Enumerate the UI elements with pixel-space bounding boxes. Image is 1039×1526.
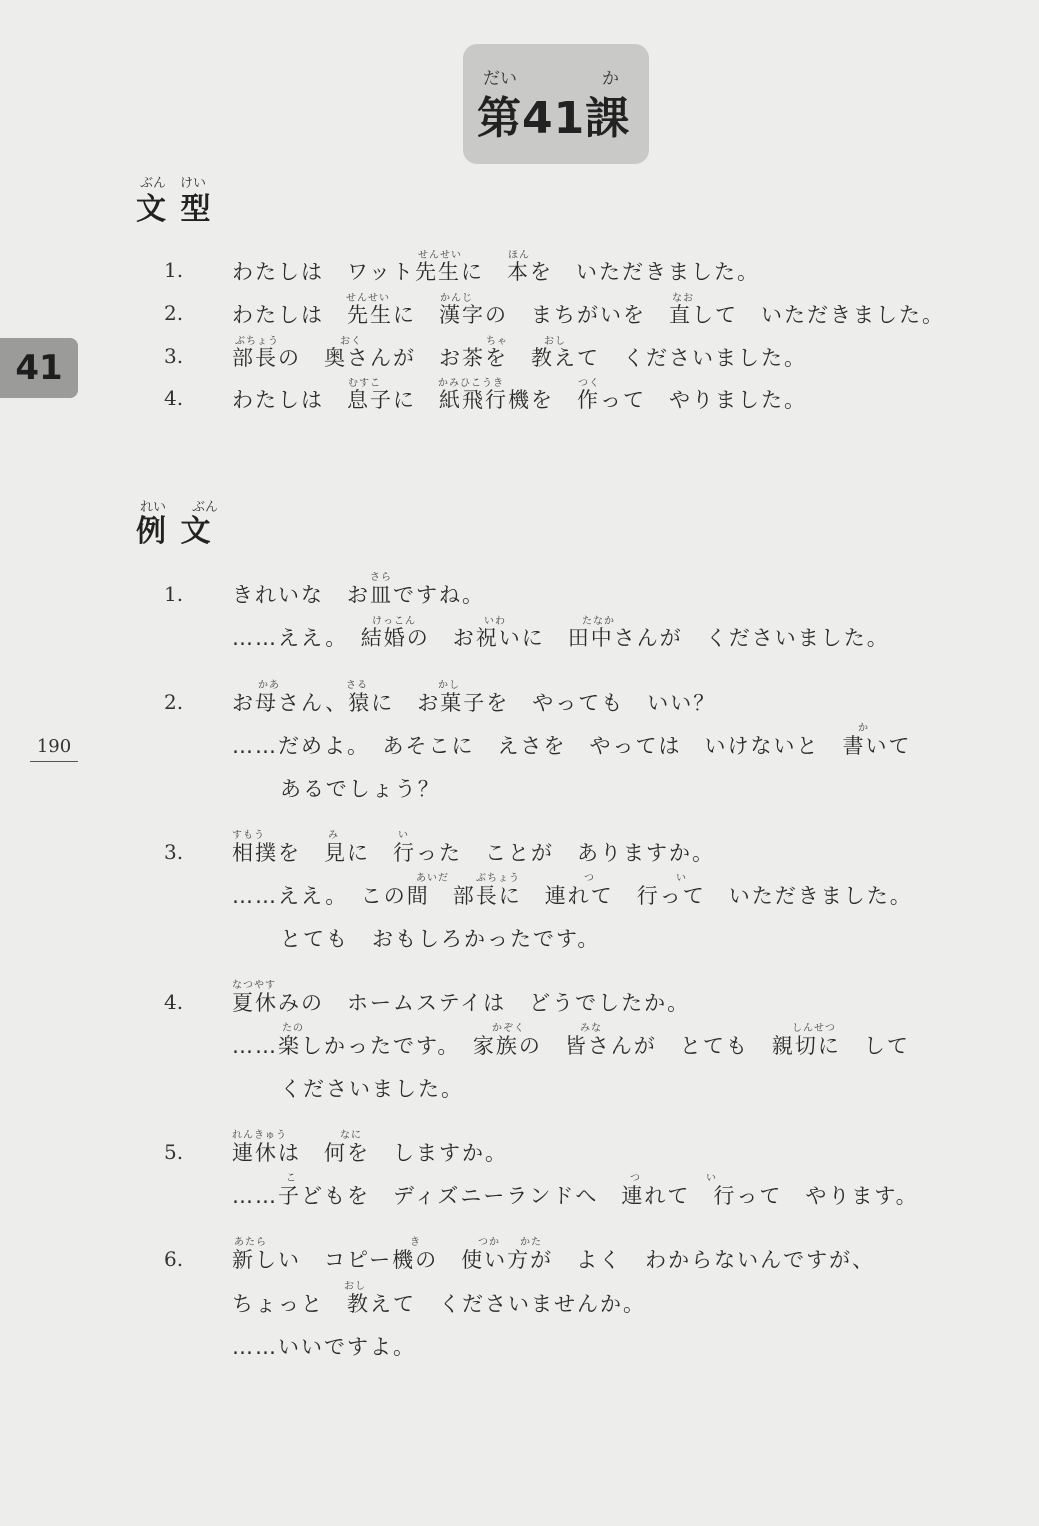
ruby: あいだ — [416, 873, 449, 884]
bunkei-ruby-1: ぶん — [140, 176, 167, 191]
ruby: なに — [340, 1130, 362, 1141]
reibun-line: ……ええ。 結婚の お祝いに 田中さんが くださいました。 — [232, 626, 890, 650]
bunkei-number: 2. — [164, 301, 184, 325]
reibun-number: 6. — [164, 1247, 184, 1271]
lesson-ruby-dai: だい — [483, 69, 517, 89]
reibun-line: ……子どもを ディズニーランドへ 連れて 行って やります。 — [232, 1184, 919, 1208]
page-number: 190 — [30, 736, 78, 762]
reibun-line: あるでしょう？ — [280, 777, 441, 801]
ruby: こ — [286, 1173, 297, 1184]
ruby: みな — [580, 1023, 602, 1034]
reibun-line: 新しい コピー機の 使い方が よく わからないんですが、 — [232, 1248, 876, 1272]
ruby: すもう — [232, 830, 265, 841]
ruby: けっこん — [372, 616, 416, 627]
ruby: かあ — [258, 680, 280, 691]
ruby: かんじ — [440, 293, 473, 304]
ruby: なつやす — [232, 980, 276, 991]
reibun-line: ……楽しかったです。 家族の 皆さんが とても 親切に して — [232, 1034, 910, 1058]
ruby: い — [706, 1173, 717, 1184]
reibun-line: ……ええ。 この間 部長に 連れて 行って いただきました。 — [232, 884, 913, 908]
ruby: おし — [544, 336, 566, 347]
chapter-side-tab: 41 — [0, 338, 78, 398]
ruby: き — [410, 1237, 421, 1248]
lesson-ruby-ka: か — [602, 69, 619, 89]
ruby: い — [676, 873, 687, 884]
reibun-line: 夏休みの ホームステイは どうでしたか。 — [232, 991, 691, 1015]
ruby: たなか — [582, 616, 615, 627]
ruby: み — [328, 830, 339, 841]
reibun-line: ……いいですよ。 — [232, 1335, 416, 1359]
ruby: たの — [282, 1023, 304, 1034]
bunkei-sentence: わたしは 息子に 紙飛行機を 作って やりました。 — [232, 388, 807, 412]
reibun-number: 2. — [164, 690, 184, 714]
ruby: つか — [478, 1237, 500, 1248]
ruby: ちゃ — [486, 336, 508, 347]
bunkei-number: 1. — [164, 258, 184, 282]
bunkei-ruby-2: けい — [180, 176, 207, 191]
reibun-heading: 例 文 — [136, 514, 213, 549]
reibun-line: お母さん、猿に お菓子を やっても いい？ — [232, 691, 717, 715]
ruby: かし — [438, 680, 460, 691]
ruby: つ — [584, 873, 595, 884]
reibun-number: 1. — [164, 582, 184, 606]
ruby: かた — [520, 1237, 542, 1248]
ruby: せんせい — [418, 250, 462, 261]
bunkei-heading: 文 型 — [136, 192, 213, 227]
ruby: さる — [346, 680, 368, 691]
reibun-line: くださいました。 — [280, 1077, 464, 1101]
reibun-line: ……だめよ。 あそこに えさを やっては いけないと 書いて — [232, 734, 912, 758]
ruby: しんせつ — [792, 1023, 836, 1034]
ruby: かみひこうき — [438, 378, 504, 389]
ruby: あたら — [234, 1237, 267, 1248]
reibun-line: とても おもしろかったです。 — [280, 927, 601, 951]
reibun-number: 4. — [164, 990, 184, 1014]
bunkei-sentence: わたしは 先生に 漢字の まちがいを 直して いただきました。 — [232, 303, 945, 327]
reibun-line: きれいな お皿ですね。 — [232, 583, 485, 607]
bunkei-number: 3. — [164, 344, 184, 368]
ruby: せんせい — [346, 293, 390, 304]
reibun-number: 3. — [164, 840, 184, 864]
lesson-title: 第41課 — [477, 93, 631, 144]
bunkei-number: 4. — [164, 386, 184, 410]
reibun-ruby-2: ぶん — [192, 500, 219, 515]
bunkei-sentence: 部長の 奥さんが お茶を 教えて くださいました。 — [232, 346, 807, 370]
bunkei-sentence: わたしは ワット先生に 本を いただきました。 — [232, 260, 760, 284]
ruby: おく — [340, 336, 362, 347]
ruby: れんきゅう — [232, 1130, 287, 1141]
ruby: つく — [578, 378, 600, 389]
ruby: い — [398, 830, 409, 841]
reibun-line: ちょっと 教えて くださいませんか。 — [232, 1292, 646, 1316]
ruby: さら — [370, 572, 392, 583]
ruby: なお — [672, 293, 694, 304]
ruby: ほん — [508, 250, 530, 261]
ruby: おし — [344, 1281, 366, 1292]
ruby: いわ — [484, 616, 506, 627]
ruby: か — [858, 723, 869, 734]
ruby: つ — [630, 1173, 641, 1184]
ruby: ぶちょう — [235, 336, 279, 347]
reibun-ruby-1: れい — [140, 500, 167, 515]
ruby: ぶちょう — [476, 873, 520, 884]
reibun-line: 連休は 何を しますか。 — [232, 1141, 508, 1165]
ruby: かぞく — [492, 1023, 525, 1034]
ruby: むすこ — [348, 378, 381, 389]
reibun-number: 5. — [164, 1140, 184, 1164]
reibun-line: 相撲を 見に 行った ことが ありますか。 — [232, 841, 715, 865]
